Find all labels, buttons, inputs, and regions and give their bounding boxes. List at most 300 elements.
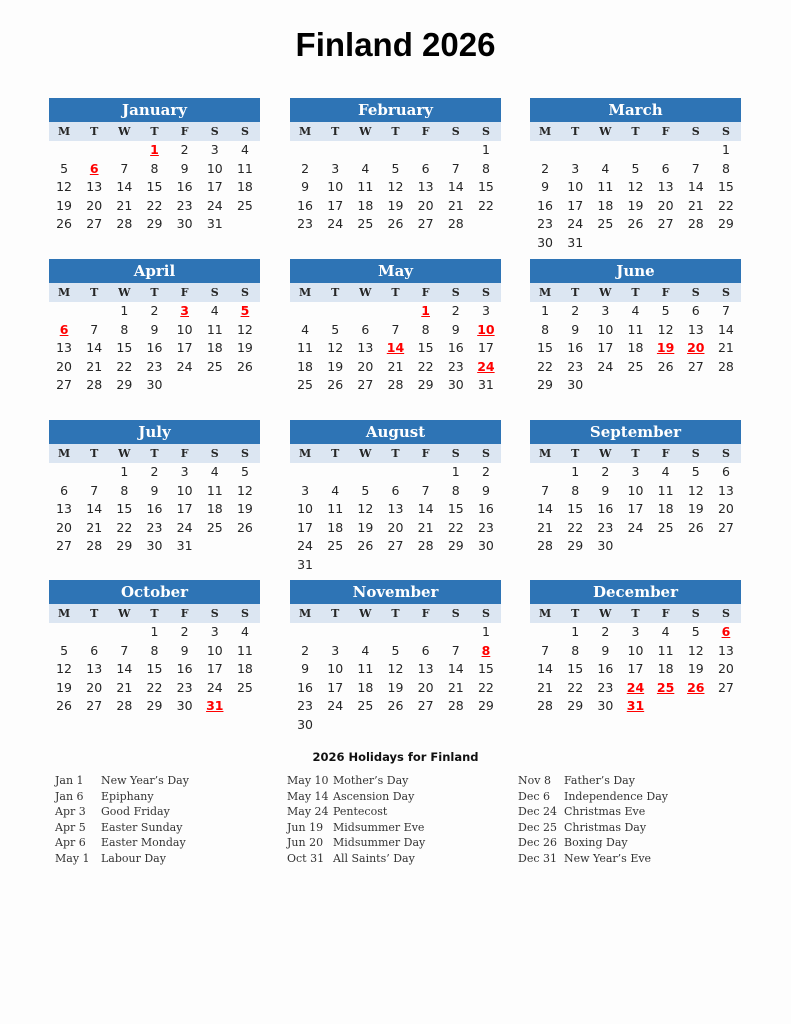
date-cell: 14 — [717, 321, 734, 337]
empty-cell — [290, 623, 320, 642]
weekday-label: T — [631, 125, 640, 138]
holiday-item — [287, 773, 425, 789]
week-row — [49, 623, 260, 642]
holiday-name: All Saints’ Day — [333, 851, 415, 865]
holiday-name: Easter Monday — [101, 836, 186, 850]
date-cell: 21 — [387, 358, 404, 374]
date-cell: 1 — [481, 142, 490, 157]
empty-cell — [411, 463, 441, 482]
week-row — [49, 482, 260, 501]
date-cell: 26 — [357, 538, 374, 554]
empty-cell — [471, 556, 501, 575]
date-cell: 20 — [56, 519, 73, 535]
weekday-label: T — [90, 125, 99, 138]
empty-cell — [49, 141, 79, 160]
date-cell: 10 — [297, 501, 314, 517]
date-cell: 14 — [447, 661, 464, 677]
holiday-column — [287, 773, 425, 867]
week-row — [49, 660, 260, 679]
date-cell: 16 — [447, 340, 464, 356]
date-cell: 25 — [236, 197, 253, 213]
date-cell: 27 — [357, 377, 374, 393]
month-header: May — [290, 259, 501, 283]
holiday-item — [287, 789, 425, 805]
date-cell: 13 — [687, 321, 704, 337]
date-cell: 4 — [210, 303, 219, 318]
date-cell: 21 — [447, 197, 464, 213]
date-cell: 9 — [451, 321, 460, 337]
weekday-label: M — [57, 447, 71, 460]
date-cell: 14 — [447, 179, 464, 195]
date-cell: 2 — [571, 303, 580, 318]
date-cell: 3 — [210, 142, 219, 157]
date-cell: 11 — [357, 179, 374, 195]
holiday-date-label: Nov 8 — [518, 774, 551, 787]
empty-cell — [441, 716, 471, 735]
empty-cell — [79, 463, 109, 482]
date-cell: 14 — [86, 501, 103, 517]
weekday-label: S — [691, 125, 700, 138]
date-cell: 10 — [627, 482, 644, 498]
holiday-date: 5 — [240, 303, 250, 318]
empty-cell — [651, 376, 681, 395]
date-cell: 17 — [297, 519, 314, 535]
date-cell: 22 — [146, 197, 163, 213]
holiday-name: Midsummer Day — [333, 836, 426, 850]
date-cell: 12 — [387, 179, 404, 195]
empty-cell — [441, 623, 471, 642]
weekday-label: S — [451, 286, 460, 299]
date-cell: 15 — [477, 179, 494, 195]
weekday-label: T — [631, 286, 640, 299]
date-cell: 10 — [206, 642, 223, 658]
weekday-label: W — [359, 447, 372, 460]
empty-cell — [711, 537, 741, 556]
holiday-column — [55, 773, 189, 867]
week-row — [530, 679, 741, 698]
date-cell: 9 — [301, 179, 310, 195]
date-cell: 3 — [210, 624, 219, 639]
holiday-date-label: Apr 6 — [55, 836, 86, 850]
date-cell: 8 — [421, 321, 430, 337]
date-cell: 29 — [567, 698, 584, 714]
holiday-name: Easter Sunday — [101, 820, 183, 834]
date-cell: 22 — [447, 519, 464, 535]
holiday-date: 24 — [626, 679, 645, 695]
week-row — [530, 482, 741, 501]
week-row — [49, 358, 260, 377]
holiday-date: 3 — [180, 303, 189, 318]
date-cell: 16 — [597, 661, 614, 677]
date-cell: 16 — [297, 197, 314, 213]
date-cell: 31 — [206, 216, 223, 232]
date-cell: 26 — [236, 519, 253, 535]
date-cell: 25 — [327, 538, 344, 554]
week-row — [290, 463, 501, 482]
weekday-label: T — [571, 125, 580, 138]
weekday-row — [49, 444, 260, 463]
week-row — [49, 679, 260, 698]
week-row — [530, 339, 741, 358]
month-header: April — [49, 259, 260, 283]
date-cell: 31 — [477, 377, 494, 393]
holiday-date-label: Dec 26 — [518, 836, 557, 850]
date-cell: 4 — [631, 303, 640, 318]
date-cell: 20 — [56, 358, 73, 374]
weekday-label: W — [118, 286, 131, 299]
weekday-label: F — [661, 607, 670, 620]
holiday-date: 1 — [150, 142, 159, 157]
month-june — [530, 259, 741, 395]
date-cell: 27 — [387, 538, 404, 554]
empty-cell — [350, 463, 380, 482]
empty-cell — [170, 376, 200, 395]
empty-cell — [711, 234, 741, 253]
holiday-item — [518, 804, 668, 820]
holiday-date-label: Dec 6 — [518, 789, 550, 803]
weekday-label: T — [331, 286, 340, 299]
week-row — [290, 519, 501, 538]
date-cell: 30 — [597, 538, 614, 554]
date-cell: 27 — [657, 216, 674, 232]
date-cell: 6 — [361, 321, 370, 337]
holiday-item — [55, 835, 189, 851]
date-cell: 8 — [541, 321, 550, 337]
date-cell: 9 — [150, 482, 159, 498]
month-september — [530, 420, 741, 556]
date-cell: 4 — [361, 642, 370, 658]
holiday-item — [287, 851, 425, 867]
date-cell: 30 — [537, 234, 554, 250]
date-cell: 9 — [180, 160, 189, 176]
week-row — [530, 500, 741, 519]
weekday-label: T — [90, 607, 99, 620]
date-cell: 17 — [327, 679, 344, 695]
date-cell: 14 — [537, 501, 554, 517]
date-cell: 5 — [691, 624, 700, 639]
week-row — [530, 215, 741, 234]
weekday-label: W — [599, 447, 612, 460]
week-row — [290, 141, 501, 160]
weekday-label: S — [481, 607, 490, 620]
date-cell: 28 — [417, 538, 434, 554]
date-cell: 12 — [327, 340, 344, 356]
date-cell: 1 — [571, 624, 580, 639]
date-cell: 10 — [567, 179, 584, 195]
date-cell: 13 — [717, 482, 734, 498]
date-cell: 25 — [297, 377, 314, 393]
week-row — [530, 623, 741, 642]
date-cell: 7 — [120, 160, 129, 176]
date-cell: 24 — [327, 216, 344, 232]
date-cell: 17 — [627, 661, 644, 677]
week-row — [49, 321, 260, 340]
empty-cell — [109, 623, 139, 642]
date-cell: 13 — [56, 340, 73, 356]
empty-cell — [411, 623, 441, 642]
holiday-date-label: May 24 — [287, 805, 329, 819]
date-cell: 30 — [297, 716, 314, 732]
date-cell: 29 — [146, 698, 163, 714]
date-cell: 12 — [657, 321, 674, 337]
date-cell: 7 — [391, 321, 400, 337]
date-cell: 24 — [627, 519, 644, 535]
date-cell: 20 — [717, 501, 734, 517]
empty-cell — [471, 215, 501, 234]
weekday-row — [290, 283, 501, 302]
weekday-row — [49, 604, 260, 623]
weekday-label: S — [691, 607, 700, 620]
week-row — [49, 642, 260, 661]
weekday-label: S — [210, 447, 219, 460]
date-cell: 16 — [477, 501, 494, 517]
month-february — [290, 98, 501, 234]
weekday-label: M — [298, 286, 312, 299]
week-row — [49, 197, 260, 216]
date-cell: 30 — [567, 377, 584, 393]
weekday-label: W — [359, 607, 372, 620]
empty-cell — [49, 623, 79, 642]
date-cell: 2 — [180, 142, 189, 157]
weekday-label: F — [180, 607, 189, 620]
date-cell: 21 — [687, 197, 704, 213]
date-cell: 23 — [146, 519, 163, 535]
weekday-label: S — [721, 447, 730, 460]
holiday-name: Ascension Day — [333, 789, 415, 803]
week-row — [290, 178, 501, 197]
date-cell: 5 — [60, 160, 69, 176]
date-cell: 7 — [451, 642, 460, 658]
date-cell: 18 — [357, 679, 374, 695]
date-cell: 28 — [86, 377, 103, 393]
empty-cell — [651, 141, 681, 160]
month-header: September — [530, 420, 741, 444]
holiday-name: Midsummer Eve — [333, 820, 425, 834]
date-cell: 1 — [541, 303, 550, 318]
month-november — [290, 580, 501, 735]
date-cell: 31 — [297, 556, 314, 572]
holidays-title: 2026 Holidays for Finland — [312, 750, 479, 764]
date-cell: 27 — [717, 519, 734, 535]
date-cell: 28 — [86, 538, 103, 554]
date-cell: 22 — [477, 197, 494, 213]
date-cell: 18 — [657, 661, 674, 677]
holiday-date-label: May 10 — [287, 774, 329, 787]
date-cell: 17 — [176, 501, 193, 517]
weekday-label: M — [57, 286, 71, 299]
date-cell: 18 — [327, 519, 344, 535]
weekday-label: T — [150, 447, 159, 460]
empty-cell — [290, 302, 320, 321]
week-row — [530, 697, 741, 716]
date-cell: 1 — [451, 464, 460, 479]
weekday-label: W — [599, 125, 612, 138]
holiday-item — [55, 820, 189, 836]
date-cell: 28 — [687, 216, 704, 232]
empty-cell — [380, 556, 410, 575]
month-header: August — [290, 420, 501, 444]
date-cell: 17 — [176, 340, 193, 356]
empty-cell — [441, 141, 471, 160]
date-cell: 9 — [571, 321, 580, 337]
week-row — [290, 358, 501, 377]
date-cell: 25 — [206, 519, 223, 535]
date-cell: 5 — [631, 160, 640, 176]
date-cell: 26 — [236, 358, 253, 374]
holiday-name: Pentecost — [333, 805, 388, 819]
holiday-date-label: Dec 31 — [518, 851, 557, 865]
weekday-label: W — [599, 607, 612, 620]
holiday-date: 6 — [89, 160, 99, 176]
date-cell: 10 — [627, 642, 644, 658]
weekday-label: T — [391, 447, 400, 460]
weekday-label: S — [721, 286, 730, 299]
date-cell: 4 — [301, 321, 310, 337]
date-cell: 19 — [327, 358, 344, 374]
week-row — [290, 215, 501, 234]
date-cell: 15 — [477, 661, 494, 677]
date-cell: 10 — [206, 160, 223, 176]
holiday-date-label: Jan 1 — [55, 774, 84, 787]
date-cell: 11 — [627, 321, 644, 337]
date-cell: 20 — [387, 519, 404, 535]
holiday-name: Epiphany — [101, 789, 154, 803]
weekday-label: F — [661, 125, 670, 138]
weekday-label: F — [180, 286, 189, 299]
date-cell: 18 — [206, 340, 223, 356]
empty-cell — [560, 141, 590, 160]
weekday-label: M — [57, 607, 71, 620]
empty-cell — [200, 376, 230, 395]
date-cell: 28 — [116, 698, 133, 714]
date-cell: 21 — [537, 679, 554, 695]
week-row — [290, 160, 501, 179]
week-row — [49, 141, 260, 160]
week-row — [530, 178, 741, 197]
week-row — [49, 463, 260, 482]
date-cell: 23 — [146, 358, 163, 374]
date-cell: 10 — [327, 661, 344, 677]
date-cell: 2 — [301, 642, 310, 658]
weekday-label: W — [118, 607, 131, 620]
weekday-label: M — [298, 447, 312, 460]
weekday-label: M — [538, 286, 552, 299]
date-cell: 13 — [86, 179, 103, 195]
empty-cell — [711, 697, 741, 716]
date-cell: 20 — [86, 197, 103, 213]
date-cell: 23 — [597, 519, 614, 535]
date-cell: 25 — [657, 519, 674, 535]
empty-cell — [230, 215, 260, 234]
empty-cell — [200, 537, 230, 556]
weekday-label: W — [359, 286, 372, 299]
weekday-label: S — [691, 286, 700, 299]
date-cell: 12 — [687, 642, 704, 658]
holiday-date: 10 — [477, 321, 495, 337]
date-cell: 2 — [451, 303, 460, 318]
weekday-row — [530, 444, 741, 463]
weekday-label: S — [451, 607, 460, 620]
empty-cell — [290, 463, 320, 482]
holiday-date: 26 — [687, 679, 705, 695]
week-row — [530, 321, 741, 340]
empty-cell — [530, 623, 560, 642]
date-cell: 6 — [391, 482, 400, 498]
week-row — [49, 376, 260, 395]
month-october — [49, 580, 260, 716]
date-cell: 21 — [447, 679, 464, 695]
week-row — [49, 500, 260, 519]
weekday-label: M — [57, 125, 71, 138]
date-cell: 18 — [657, 501, 674, 517]
date-cell: 20 — [417, 197, 434, 213]
date-cell: 22 — [537, 358, 554, 374]
date-cell: 10 — [176, 482, 193, 498]
date-cell: 26 — [56, 698, 73, 714]
date-cell: 24 — [176, 358, 193, 374]
date-cell: 28 — [537, 538, 554, 554]
date-cell: 30 — [176, 216, 193, 232]
weekday-label: S — [481, 286, 490, 299]
date-cell: 24 — [297, 538, 314, 554]
empty-cell — [411, 716, 441, 735]
weekday-label: W — [118, 125, 131, 138]
weekday-label: T — [331, 447, 340, 460]
date-cell: 29 — [537, 377, 554, 393]
date-cell: 30 — [146, 538, 163, 554]
date-cell: 11 — [327, 501, 344, 517]
weekday-label: F — [421, 607, 430, 620]
date-cell: 6 — [421, 160, 430, 176]
week-row — [530, 197, 741, 216]
date-cell: 19 — [56, 679, 73, 695]
date-cell: 3 — [631, 464, 640, 479]
date-cell: 24 — [567, 216, 584, 232]
date-cell: 19 — [687, 661, 704, 677]
empty-cell — [411, 556, 441, 575]
weekday-label: F — [180, 447, 189, 460]
holiday-date: 24 — [477, 358, 495, 374]
date-cell: 20 — [417, 679, 434, 695]
date-cell: 9 — [180, 642, 189, 658]
date-cell: 2 — [481, 464, 490, 479]
weekday-row — [290, 122, 501, 141]
date-cell: 27 — [56, 538, 73, 554]
week-row — [290, 537, 501, 556]
date-cell: 11 — [206, 482, 223, 498]
date-cell: 13 — [387, 501, 404, 517]
date-cell: 21 — [86, 358, 103, 374]
month-header: June — [530, 259, 741, 283]
month-august — [290, 420, 501, 575]
date-cell: 11 — [657, 482, 674, 498]
date-cell: 27 — [687, 358, 704, 374]
date-cell: 18 — [627, 340, 644, 356]
date-cell: 7 — [120, 642, 129, 658]
date-cell: 28 — [447, 216, 464, 232]
holiday-date-label: Apr 5 — [55, 820, 86, 834]
date-cell: 6 — [90, 642, 99, 658]
date-cell: 26 — [657, 358, 674, 374]
empty-cell — [620, 141, 650, 160]
weekday-row — [49, 283, 260, 302]
empty-cell — [350, 141, 380, 160]
date-cell: 12 — [627, 179, 644, 195]
date-cell: 23 — [447, 358, 464, 374]
empty-cell — [350, 623, 380, 642]
weekday-label: M — [298, 607, 312, 620]
holiday-date: 14 — [386, 340, 405, 356]
